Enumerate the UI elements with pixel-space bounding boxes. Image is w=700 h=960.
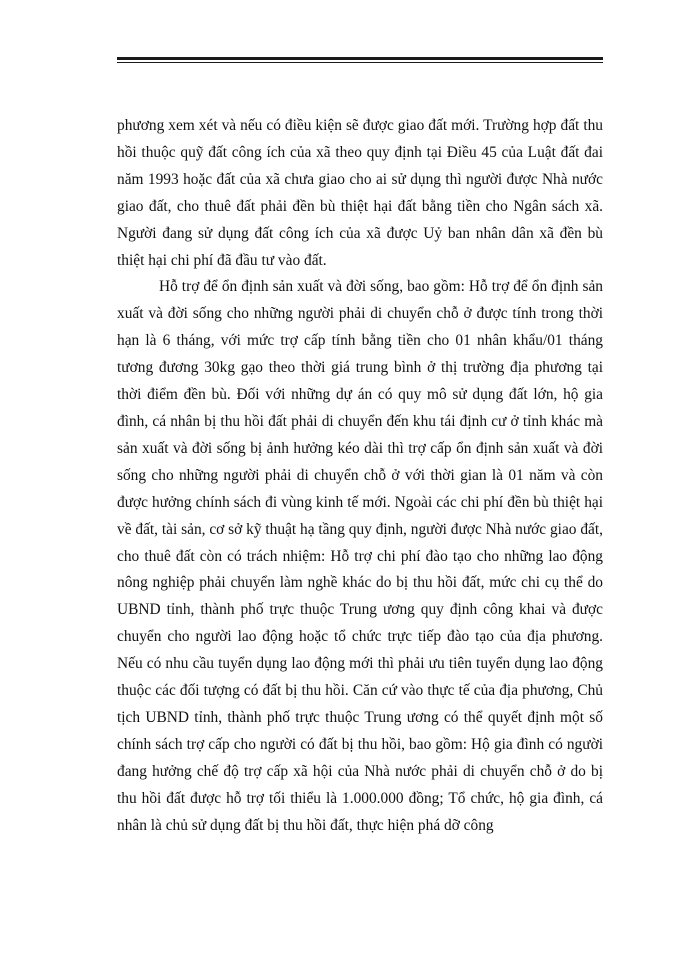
paragraph-continuation: phương xem xét và nếu có điều kiện sẽ được giao đất mới. Trường hợp đất thu hồi thuộc quỹ đất công ích của xã theo quy định tại Điều 45 của Luật đất đai năm 1993 hoặc đất của xã chưa giao cho ai sử dụng thì người được Nhà nước giao đất, cho thuê đất phải đền bù thiệt hại đất bằng tiền cho Ngân sách xã. Người đang sử dụng đất công ích của xã được Uỷ ban nhân dân xã đền bù thiệt hại chi phí đã đầu tư vào đất. bbox=[117, 117, 603, 269]
header-double-rule bbox=[117, 57, 603, 63]
paragraph-support-policy: Hỗ trợ để ổn định sản xuất và đời sống, bao gồm: Hỗ trợ để ổn định sản xuất và đời sống cho những người phải di chuyển chỗ ở được tính trong thời hạn là 6 tháng, với mức trợ cấp tính bằng tiền cho 01 nhân khẩu/01 tháng tương đương 30kg gạo theo thời giá trung bình ở thị trường địa phương tại thời điểm đền bù. Đối với những dự án có quy mô sử dụng đất lớn, hộ gia đình, cá nhân bị thu hồi đất phải di chuyển đến khu tái định cư ở tỉnh khác mà sản xuất và đời sống bị ảnh hưởng kéo dài thì trợ cấp ổn định sản xuất và đời sống cho những người phải di chuyển chỗ ở với thời gian là 01 năm và còn được hưởng chính sách đi vùng kinh tế mới. Ngoài các chi phí đền bù thiệt hại về đất, tài sản, cơ sở kỹ thuật hạ tầng quy định, người được Nhà nước giao đất, cho thuê đất còn có trách nhiệm: Hỗ trợ chi phí đào tạo cho những lao động nông nghiệp phải chuyển làm nghề khác do bị thu hồi đất, mức chi cụ thể do UBND tỉnh, thành phố trực thuộc Trung ương quy định công khai và được chuyển cho người lao động hoặc tổ chức trực tiếp đào tạo của địa phương. Nếu có nhu cầu tuyển dụng lao động mới thì phải ưu tiên tuyển dụng lao động thuộc các đối tượng có đất bị thu hồi. Căn cứ vào thực tế của địa phương, Chủ tịch UBND tỉnh, thành phố trực thuộc Trung ương có thể quyết định một số chính sách trợ cấp cho người có đất bị thu hồi, bao gồm: Hộ gia đình có người đang hưởng chế độ trợ cấp xã hội của Nhà nước phải di chuyển chỗ ở do bị thu hồi đất được hỗ trợ tối thiểu là 1.000.000 đồng; Tổ chức, hộ gia đình, cá nhân là chủ sử dụng đất bị thu hồi đất, thực hiện phá dỡ công bbox=[117, 278, 603, 834]
header-rule-thick-line bbox=[117, 57, 603, 60]
header-rule-thin-line bbox=[117, 62, 603, 63]
document-body bbox=[117, 113, 603, 839]
